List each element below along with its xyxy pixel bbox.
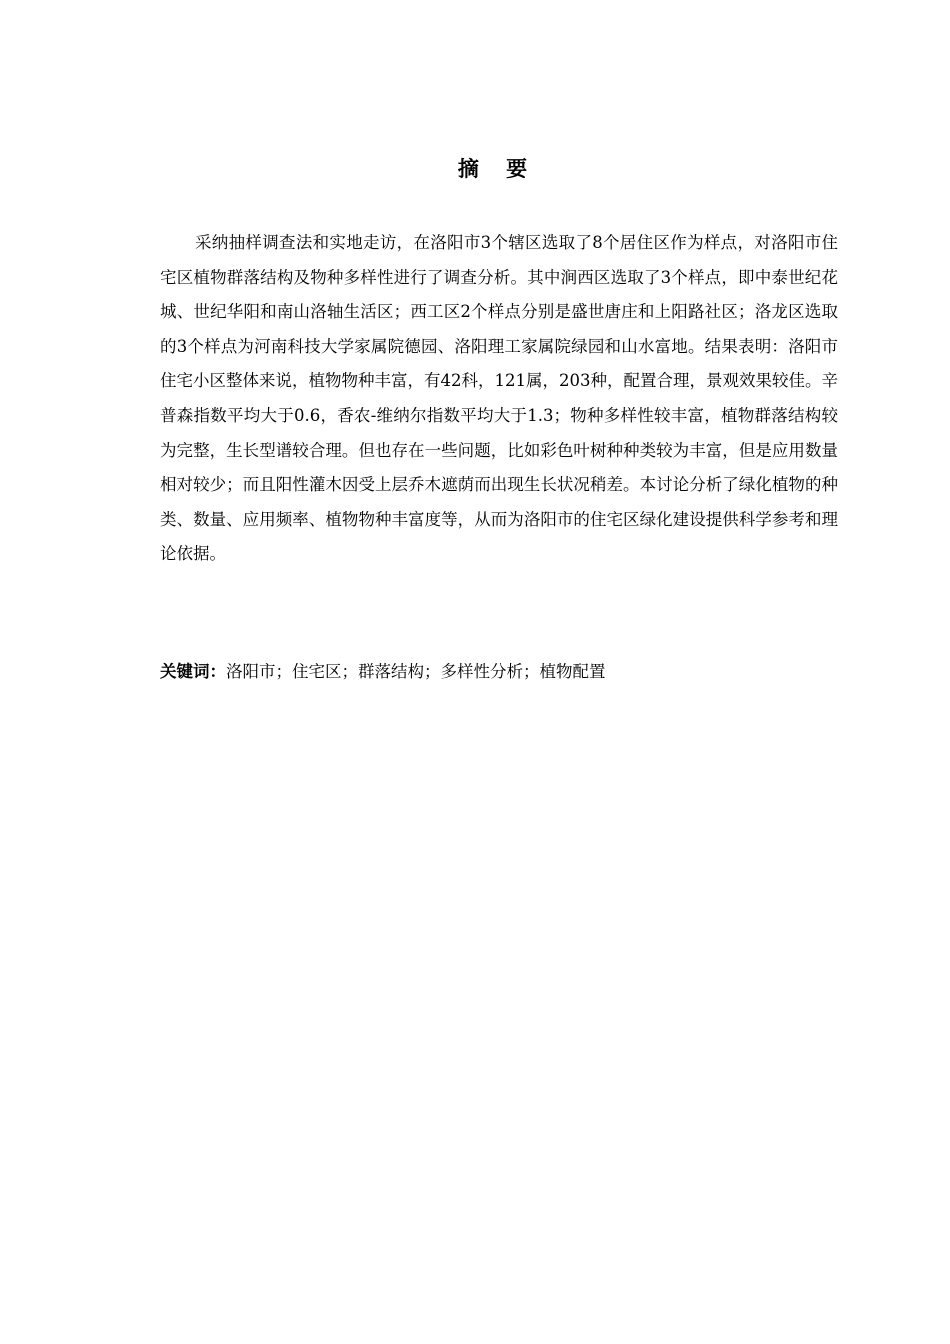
keywords-line bbox=[160, 657, 838, 687]
keywords-text: 洛阳市；住宅区；群落结构；多样性分析；植物配置 bbox=[226, 662, 606, 681]
abstract-title: 摘 要 bbox=[457, 157, 538, 181]
keywords-label: 关键词： bbox=[160, 662, 226, 681]
abstract-paragraph: 采纳抽样调查法和实地走访，在洛阳市3个辖区选取了8个居住区作为样点，对洛阳市住宅区植物群落结构及物种多样性进行了调查分析。其中涧西区选取了3个样点，即中泰世纪花城、世纪华阳和南山洛轴生活区；西工区2个样点分别是盛世唐庄和上阳路社区；洛龙区选取的3个样点为河南科技大学家属院德园、洛阳理工家属院绿园和山水富地。结果表明：洛阳市住宅小区整体来说，植物物种丰富，有42科，121属，203种，配置合理，景观效果较佳。辛普森指数平均大于0.6，香农-维纳尔指数平均大于1.3；物种多样性较丰富，植物群落结构较为完整，生长型谱较合理。但也存在一些问题，比如彩色叶树种种类较为丰富，但是应用数量相对较少；而且阳性灌木因受上层乔木遮荫而出现生长状况稍差。本讨论分析了绿化植物的种类、数量、应用频率、植物物种丰富度等，从而为洛阳市的住宅区绿化建设提供科学参考和理论依据。 bbox=[160, 233, 838, 564]
